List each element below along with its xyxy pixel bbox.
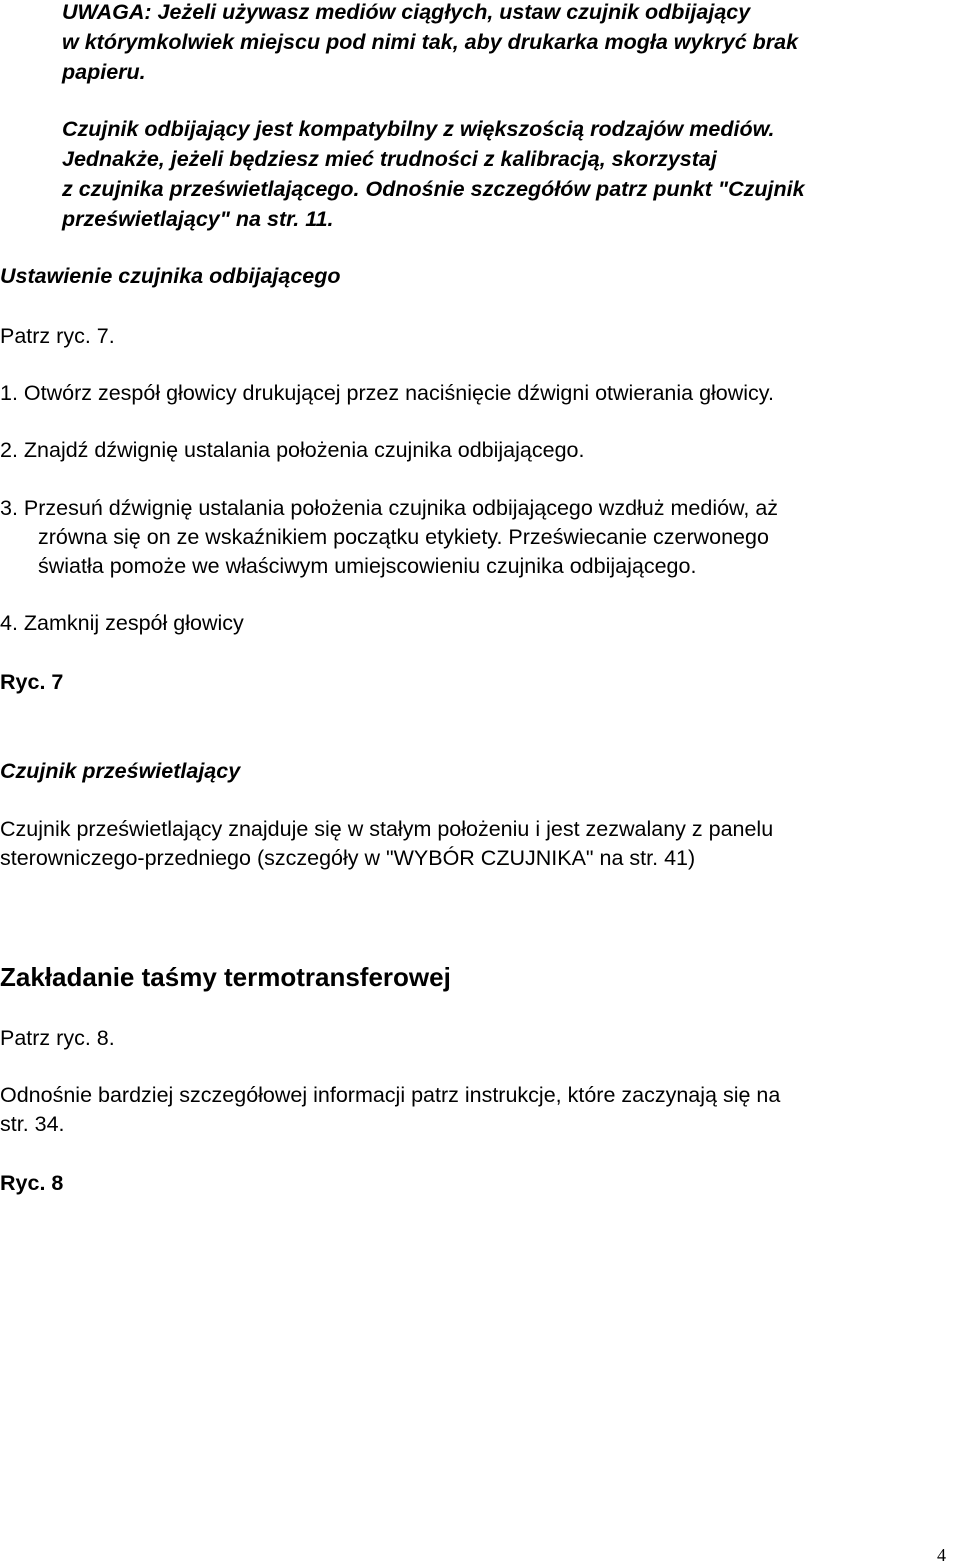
figure-caption: Ryc. 8 (0, 1171, 64, 1195)
compat-line: Czujnik odbijający jest kompatybilny z większością rodzajów mediów. (62, 117, 775, 141)
step-1: 1. Otwórz zespół głowicy drukującej przez naciśnięcie dźwigni otwierania głowicy. (0, 381, 774, 405)
paragraph-line: sterowniczego-przedniego (szczegóły w "WYBÓR CZUJNIKA" na str. 41) (0, 846, 696, 870)
warning-line: papieru. (62, 60, 146, 84)
figure-reference: Patrz ryc. 8. (0, 1026, 115, 1050)
step-2: 2. Znajdź dźwignię ustalania położenia czujnika odbijającego. (0, 438, 585, 462)
figure-caption: Ryc. 7 (0, 670, 64, 694)
section-heading-transmissive-sensor: Czujnik prześwietlający (0, 759, 241, 783)
paragraph-line: Czujnik prześwietlający znajduje się w stałym położeniu i jest zezwalany z panelu (0, 817, 774, 841)
compat-line: Jednakże, jeżeli będziesz mieć trudności z kalibracją, skorzystaj (62, 147, 717, 171)
step-3-line: zrówna się on ze wskaźnikiem początku etykiety. Przeświecanie czerwonego (38, 525, 769, 549)
section-heading-reflective-sensor: Ustawienie czujnika odbijającego (0, 264, 341, 288)
figure-reference: Patrz ryc. 7. (0, 324, 115, 348)
paragraph-line: Odnośnie bardziej szczegółowej informacji patrz instrukcje, które zaczynają się na (0, 1083, 781, 1107)
transmissive-sensor-text (0, 815, 773, 873)
paragraph-line: str. 34. (0, 1112, 65, 1136)
step-3-line: 3. Przesuń dźwignię ustalania położenia czujnika odbijającego wzdłuż mediów, aż (0, 496, 779, 520)
step-3 (0, 494, 778, 581)
step-3-line: światła pomoże we właściwym umiejscowieniu czujnika odbijającego. (38, 554, 697, 578)
compat-line: z czujnika prześwietlającego. Odnośnie szczegółów patrz punkt "Czujnik (62, 177, 805, 201)
compatibility-note (62, 114, 805, 234)
compat-line: prześwietlający" na str. 11. (62, 207, 334, 231)
section-heading-ribbon: Zakładanie taśmy termotransferowej (0, 962, 451, 992)
warning-line: UWAGA: Jeżeli używasz mediów ciągłych, ustaw czujnik odbijający (62, 0, 751, 24)
page-number: 4 (937, 1545, 946, 1565)
warning-note (62, 0, 798, 87)
ribbon-instructions-text (0, 1081, 780, 1139)
step-4: 4. Zamknij zespół głowicy (0, 611, 244, 635)
warning-line: w którymkolwiek miejscu pod nimi tak, aby drukarka mogła wykryć brak (62, 30, 799, 54)
